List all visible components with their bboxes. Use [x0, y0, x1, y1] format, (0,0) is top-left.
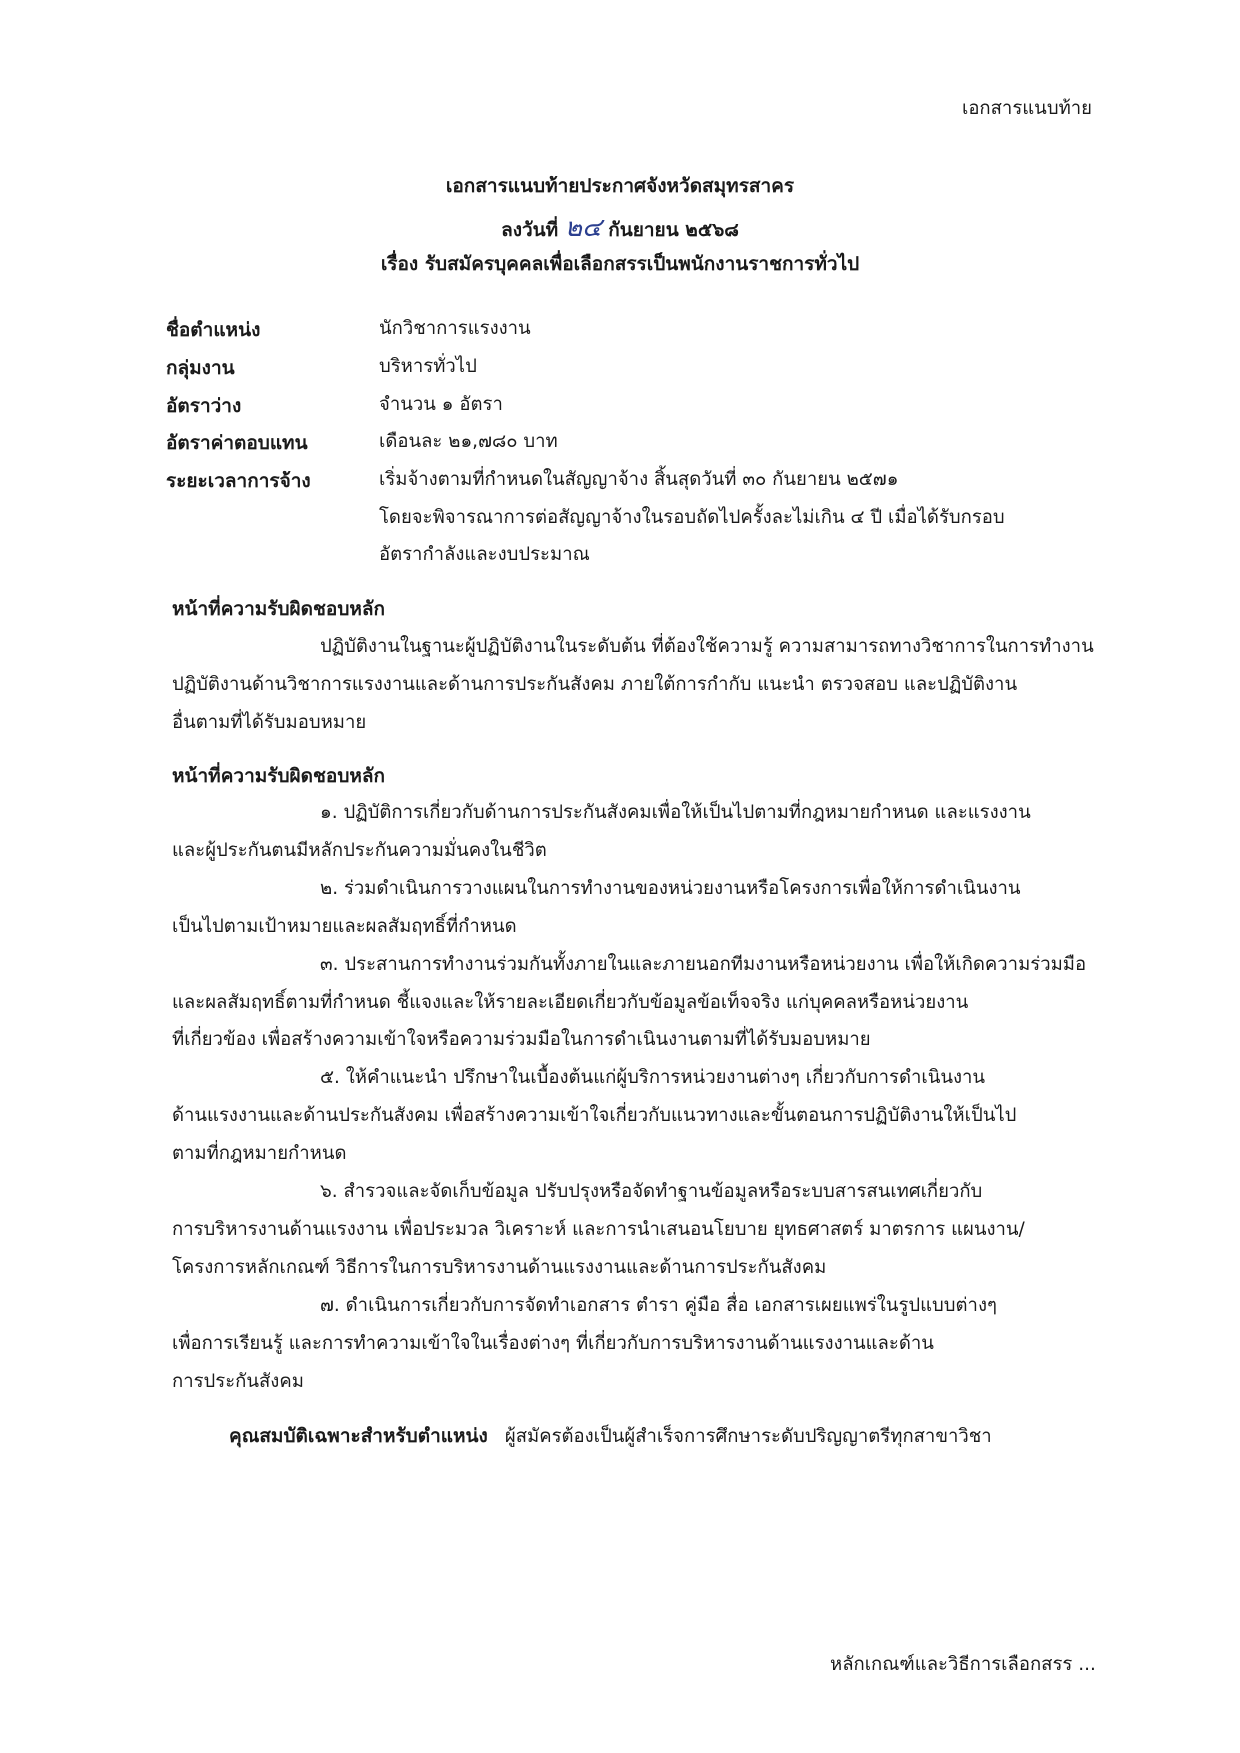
field-value-salary: เดือนละ ๒๑,๗๘๐ บาท [379, 431, 558, 452]
duty-item-line: ด้านแรงงานและด้านประกันสังคม เพื่อสร้างความเข้าใจเกี่ยวกับแนวทางและขั้นตอนการปฏิบัติงานให้เป็นไป [172, 1105, 1017, 1126]
qualification-text: ผู้สมัครต้องเป็นผู้สำเร็จการศึกษาระดับปริญญาตรีทุกสาขาวิชา [504, 1426, 992, 1447]
qualification [229, 1421, 992, 1451]
duty-item-line: ๓. ประสานการทำงานร่วมกันทั้งภายในและภายนอกทีมงานหรือหน่วยงาน เพื่อให้เกิดความร่วมมือ [320, 954, 1087, 975]
field-value-group: บริหารทั่วไป [379, 356, 477, 377]
heading-subject: เรื่อง รับสมัครบุคคลเพื่อเลือกสรรเป็นพนักงานราชการทั่วไป [380, 253, 860, 275]
duty-item-line: ตามที่กฎหมายกำหนด [172, 1143, 347, 1164]
date-prefix: ลงวันที่ [501, 219, 559, 241]
duty-item-line: โครงการหลักเกณฑ์ วิธีการในการบริหารงานด้านแรงงานและด้านการประกันสังคม [172, 1257, 827, 1278]
qualification-label: คุณสมบัติเฉพาะสำหรับตำแหน่ง [229, 1425, 488, 1447]
duty-item-line: เป็นไปตามเป้าหมายและผลสัมฤทธิ์ที่กำหนด [172, 916, 517, 937]
duty-item-line: การประกันสังคม [172, 1371, 304, 1392]
duty-item-line: เพื่อการเรียนรู้ และการทำความเข้าใจในเรื่องต่างๆ ที่เกี่ยวกับการบริหารงานด้านแรงงานและด้าน [172, 1333, 934, 1354]
duty-item-line: ๗. ดำเนินการเกี่ยวกับการจัดทำเอกสาร ตำรา คู่มือ สื่อ เอกสารเผยแพร่ในรูปแบบต่างๆ [320, 1295, 997, 1316]
section1-line: อื่นตามที่ได้รับมอบหมาย [172, 712, 367, 733]
field-label-group: กลุ่มงาน [166, 357, 235, 379]
handwritten-date: ๒๔ [564, 213, 602, 243]
date-suffix: กันยายน ๒๕๖๘ [608, 219, 739, 241]
heading-title: เอกสารแนบท้ายประกาศจังหวัดสมุทรสาคร [445, 175, 795, 197]
field-label-position: ชื่อตำแหน่ง [166, 319, 261, 341]
field-value-period-line3: อัตรากำลังและงบประมาณ [379, 544, 590, 565]
duty-item-line: ๒. ร่วมดำเนินการวางแผนในการทำงานของหน่วยงานหรือโครงการเพื่อให้การดำเนินงาน [320, 878, 1021, 899]
field-value-vacancy: จำนวน ๑ อัตรา [379, 394, 503, 415]
duty-item-line: และผู้ประกันตนมีหลักประกันความมั่นคงในชีวิต [172, 840, 547, 861]
section2-title: หน้าที่ความรับผิดชอบหลัก [172, 765, 386, 787]
field-value-period: เริ่มจ้างตามที่กำหนดในสัญญาจ้าง สิ้นสุดวันที่ ๓๐ กันยายน ๒๕๗๑ [379, 469, 899, 490]
duty-item-line: และผลสัมฤทธิ์ตามที่กำหนด ชี้แจงและให้รายละเอียดเกี่ยวกับข้อมูลข้อเท็จจริง แก่บุคคลหรือหน่วยงาน [172, 992, 969, 1013]
duty-item-line: ๕. ให้คำแนะนำ ปรึกษาในเบื้องต้นแก่ผู้บริการหน่วยงานต่างๆ เกี่ยวกับการดำเนินงาน [320, 1067, 986, 1088]
field-label-vacancy: อัตราว่าง [166, 395, 242, 417]
field-value-position: นักวิชาการแรงงาน [379, 318, 531, 339]
attachment-tag: เอกสารแนบท้าย [962, 98, 1092, 119]
field-value-period-line2: โดยจะพิจารณาการต่อสัญญาจ้างในรอบถัดไปครั้งละไม่เกิน ๔ ปี เมื่อได้รับกรอบ [379, 507, 1005, 528]
duty-item-line: การบริหารงานด้านแรงงาน เพื่อประมวล วิเคราะห์ และการนำเสนอนโยบาย ยุทธศาสตร์ มาตรการ แผนงาน/ [172, 1219, 1025, 1240]
footer-continuation: หลักเกณฑ์และวิธีการเลือกสรร ... [830, 1654, 1096, 1675]
heading-date [0, 207, 1240, 248]
duty-item-line: ๑. ปฏิบัติการเกี่ยวกับด้านการประกันสังคมเพื่อให้เป็นไปตามที่กฎหมายกำหนด และแรงงาน [320, 802, 1031, 823]
duty-item-line: ๖. สำรวจและจัดเก็บข้อมูล ปรับปรุงหรือจัดทำฐานข้อมูลหรือระบบสารสนเทศเกี่ยวกับ [320, 1181, 983, 1202]
field-label-period: ระยะเวลาการจ้าง [166, 470, 311, 492]
section1-line: ปฏิบัติงานด้านวิชาการแรงงานและด้านการประกันสังคม ภายใต้การกำกับ แนะนำ ตรวจสอบ และปฏิบัติงาน [172, 674, 1018, 695]
field-label-salary: อัตราค่าตอบแทน [166, 432, 308, 454]
duty-item-line: ที่เกี่ยวข้อง เพื่อสร้างความเข้าใจหรือความร่วมมือในการดำเนินงานตามที่ได้รับมอบหมาย [172, 1029, 871, 1050]
section1-line: ปฏิบัติงานในฐานะผู้ปฏิบัติงานในระดับต้น ที่ต้องใช้ความรู้ ความสามารถทางวิชาการในการทำงาน [320, 636, 1094, 657]
section1-title: หน้าที่ความรับผิดชอบหลัก [172, 598, 386, 620]
